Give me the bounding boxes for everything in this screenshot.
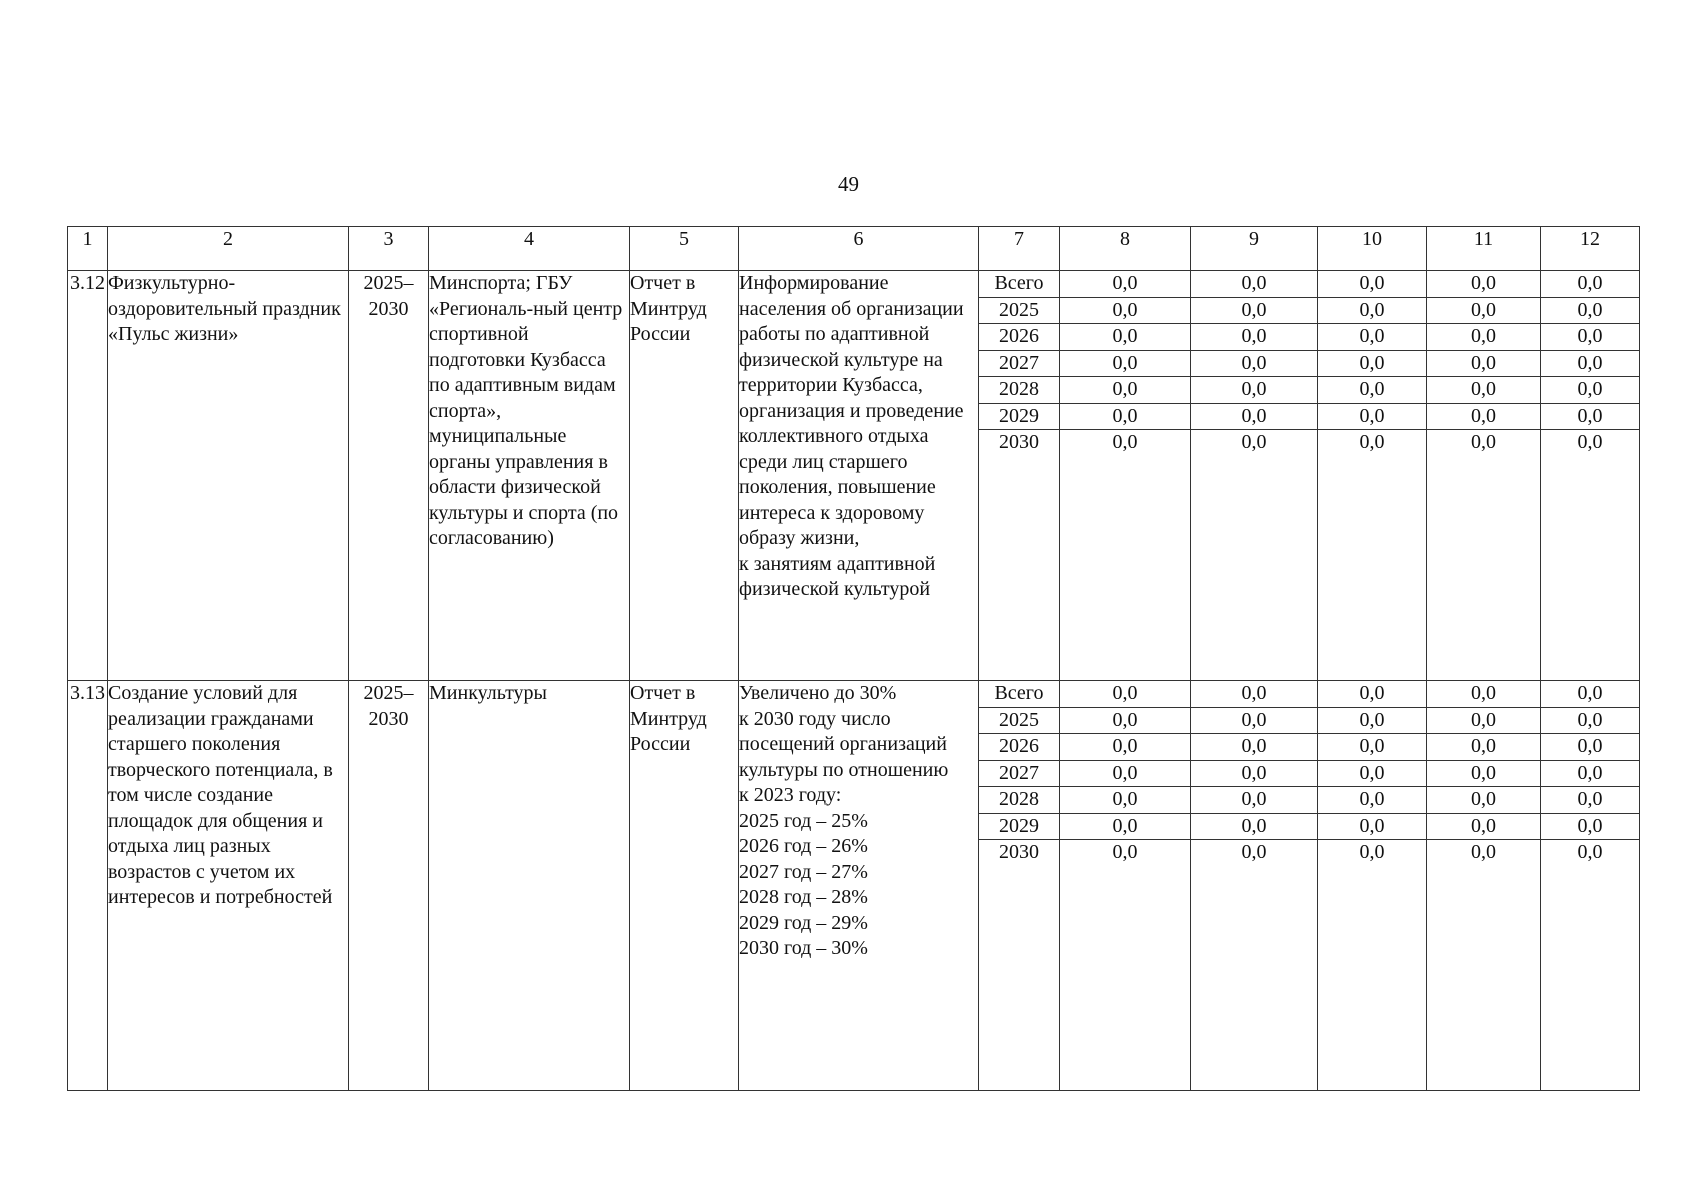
value-cell: 0,0 xyxy=(1471,431,1496,453)
value-cell: 0,0 xyxy=(1191,377,1317,404)
value-cell: 0,0 xyxy=(1191,734,1317,761)
value-cell: 0,0 xyxy=(1471,841,1496,863)
year-label: 2027 xyxy=(979,761,1059,788)
value-cell: 0,0 xyxy=(1191,404,1317,431)
values-col-8 xyxy=(1060,681,1191,1091)
value-cell: 0,0 xyxy=(1318,814,1426,841)
value-cell: 0,0 xyxy=(1318,681,1426,708)
value-cell: 0,0 xyxy=(1191,681,1317,708)
value-cell: 0,0 xyxy=(1060,271,1190,298)
item-period xyxy=(349,681,429,1091)
values-col-9 xyxy=(1191,271,1318,681)
period-start: 2025– xyxy=(363,682,414,704)
value-cell: 0,0 xyxy=(1060,787,1190,814)
item-period xyxy=(349,271,429,681)
value-cell: 0,0 xyxy=(1541,271,1639,298)
value-cell: 0,0 xyxy=(1541,298,1639,325)
value-cell: 0,0 xyxy=(1318,761,1426,788)
values-col-11 xyxy=(1427,681,1541,1091)
value-cell: 0,0 xyxy=(1191,324,1317,351)
value-cell: 0,0 xyxy=(1060,734,1190,761)
value-cell: 0,0 xyxy=(1191,787,1317,814)
header-cell: 12 xyxy=(1541,227,1640,271)
value-cell: 0,0 xyxy=(1191,708,1317,735)
value-cell: 0,0 xyxy=(1427,271,1540,298)
value-cell: 0,0 xyxy=(1541,377,1639,404)
value-cell: 0,0 xyxy=(1541,351,1639,378)
header-cell: 9 xyxy=(1191,227,1318,271)
value-cell: 0,0 xyxy=(1541,324,1639,351)
value-cell: 0,0 xyxy=(1112,431,1138,453)
header-cell: 5 xyxy=(630,227,739,271)
value-cell: 0,0 xyxy=(1427,324,1540,351)
year-label: 2028 xyxy=(979,787,1059,814)
value-cell: 0,0 xyxy=(1541,734,1639,761)
year-label: 2026 xyxy=(979,734,1059,761)
program-table xyxy=(67,226,1640,1091)
year-label: 2026 xyxy=(979,324,1059,351)
values-col-9 xyxy=(1191,681,1318,1091)
result-line: Увеличено до 30% xyxy=(739,682,897,704)
result-line: 2030 год – 30% xyxy=(739,937,868,959)
header-cell: 6 xyxy=(739,227,979,271)
value-cell: 0,0 xyxy=(1318,787,1426,814)
values-col-12 xyxy=(1541,271,1640,681)
table-row xyxy=(68,271,1640,681)
item-result xyxy=(739,681,979,1091)
header-cell: 4 xyxy=(429,227,630,271)
value-cell: 0,0 xyxy=(1060,404,1190,431)
item-name: Создание условий для реализации гражданами старшего поколения творческого потенциала, в том числе создание площадок для общения и отдыха лиц разных возрастов с учетом их интересов и потребностей xyxy=(108,681,349,1091)
value-cell: 0,0 xyxy=(1541,404,1639,431)
value-cell: 0,0 xyxy=(1060,761,1190,788)
values-col-12 xyxy=(1541,681,1640,1091)
year-label: 2029 xyxy=(979,814,1059,841)
period-end: 2030 xyxy=(368,297,409,320)
result-line: к 2030 году число посещений организаций культуры по отношению xyxy=(739,707,949,781)
header-cell: 11 xyxy=(1427,227,1541,271)
page-number: 49 xyxy=(838,172,859,196)
years-cell xyxy=(979,271,1060,681)
value-cell: 0,0 xyxy=(1318,734,1426,761)
value-cell: 0,0 xyxy=(1318,324,1426,351)
value-cell: 0,0 xyxy=(1541,761,1639,788)
value-cell: 0,0 xyxy=(1359,841,1385,863)
year-label: 2028 xyxy=(979,377,1059,404)
value-cell: 0,0 xyxy=(1060,681,1190,708)
result-line: 2029 год – 29% xyxy=(739,911,868,934)
result-line: 2028 год – 28% xyxy=(739,886,868,908)
year-label: 2030 xyxy=(999,841,1039,863)
value-cell: 0,0 xyxy=(1191,814,1317,841)
item-report: Отчет в Минтруд России xyxy=(630,681,739,1091)
value-cell: 0,0 xyxy=(1577,841,1603,863)
header-row xyxy=(68,227,1640,271)
item-executors: Минкультуры xyxy=(429,681,630,1091)
value-cell: 0,0 xyxy=(1191,271,1317,298)
result-line: к занятиям адаптивной физической культурой xyxy=(739,552,936,600)
value-cell: 0,0 xyxy=(1427,814,1540,841)
value-cell: 0,0 xyxy=(1191,351,1317,378)
value-cell: 0,0 xyxy=(1427,298,1540,325)
years-cell xyxy=(979,681,1060,1091)
value-cell: 0,0 xyxy=(1427,734,1540,761)
year-label: 2027 xyxy=(979,351,1059,378)
value-cell: 0,0 xyxy=(1427,377,1540,404)
header-cell: 7 xyxy=(979,227,1060,271)
value-cell: 0,0 xyxy=(1241,841,1267,863)
value-cell: 0,0 xyxy=(1427,351,1540,378)
value-cell: 0,0 xyxy=(1318,351,1426,378)
values-col-10 xyxy=(1318,681,1427,1091)
value-cell: 0,0 xyxy=(1427,787,1540,814)
item-report: Отчет в Минтруд России xyxy=(630,271,739,681)
value-cell: 0,0 xyxy=(1359,431,1385,453)
header-cell: 3 xyxy=(349,227,429,271)
header-cell: 2 xyxy=(108,227,349,271)
value-cell: 0,0 xyxy=(1060,814,1190,841)
item-number: 3.12 xyxy=(68,271,108,681)
header-cell: 10 xyxy=(1318,227,1427,271)
value-cell: 0,0 xyxy=(1060,377,1190,404)
year-label: 2025 xyxy=(979,708,1059,735)
result-line: 2025 год – 25% xyxy=(739,809,868,832)
value-cell: 0,0 xyxy=(1060,298,1190,325)
result-line: 2027 год – 27% xyxy=(739,860,868,883)
value-cell: 0,0 xyxy=(1060,351,1190,378)
item-executors: Минспорта; ГБУ «Региональ-ный центр спортивной подготовки Кузбасса по адаптивным видам спорта», муниципальные органы управления в области физической культуры и спорта (по согласованию) xyxy=(429,271,630,681)
value-cell: 0,0 xyxy=(1318,377,1426,404)
header-cell: 8 xyxy=(1060,227,1191,271)
value-cell: 0,0 xyxy=(1318,271,1426,298)
values-col-11 xyxy=(1427,271,1541,681)
values-col-10 xyxy=(1318,271,1427,681)
header-cell: 1 xyxy=(68,227,108,271)
value-cell: 0,0 xyxy=(1541,814,1639,841)
item-name: Физкультурно-оздоровительный праздник «Пульс жизни» xyxy=(108,271,349,681)
year-label: Всего xyxy=(979,681,1059,708)
result-line: к 2023 году: xyxy=(739,784,842,806)
year-label: 2025 xyxy=(979,298,1059,325)
value-cell: 0,0 xyxy=(1191,761,1317,788)
result-line: 2026 год – 26% xyxy=(739,835,868,857)
value-cell: 0,0 xyxy=(1241,431,1267,453)
year-label: Всего xyxy=(979,271,1059,298)
period-start: 2025– xyxy=(363,272,414,294)
value-cell: 0,0 xyxy=(1060,324,1190,351)
values-col-8 xyxy=(1060,271,1191,681)
value-cell: 0,0 xyxy=(1427,708,1540,735)
value-cell: 0,0 xyxy=(1577,431,1603,453)
item-number: 3.13 xyxy=(68,681,108,1091)
value-cell: 0,0 xyxy=(1112,841,1138,863)
result-line: Информирование населения об организации работы по адаптивной физической культуре на территории Кузбасса, организация и проведение коллективного отдыха среди лиц старшего поколения, повышение интереса к здоровому образу жизни, xyxy=(739,272,964,549)
value-cell: 0,0 xyxy=(1318,708,1426,735)
year-label: 2030 xyxy=(999,431,1039,453)
value-cell: 0,0 xyxy=(1541,708,1639,735)
year-label: 2029 xyxy=(979,404,1059,431)
item-result xyxy=(739,271,979,681)
value-cell: 0,0 xyxy=(1541,681,1639,708)
value-cell: 0,0 xyxy=(1541,787,1639,814)
value-cell: 0,0 xyxy=(1427,404,1540,431)
value-cell: 0,0 xyxy=(1318,298,1426,325)
table-row xyxy=(68,681,1640,1091)
value-cell: 0,0 xyxy=(1427,761,1540,788)
value-cell: 0,0 xyxy=(1191,298,1317,325)
period-end: 2030 xyxy=(368,707,409,730)
value-cell: 0,0 xyxy=(1427,681,1540,708)
value-cell: 0,0 xyxy=(1318,404,1426,431)
value-cell: 0,0 xyxy=(1060,708,1190,735)
